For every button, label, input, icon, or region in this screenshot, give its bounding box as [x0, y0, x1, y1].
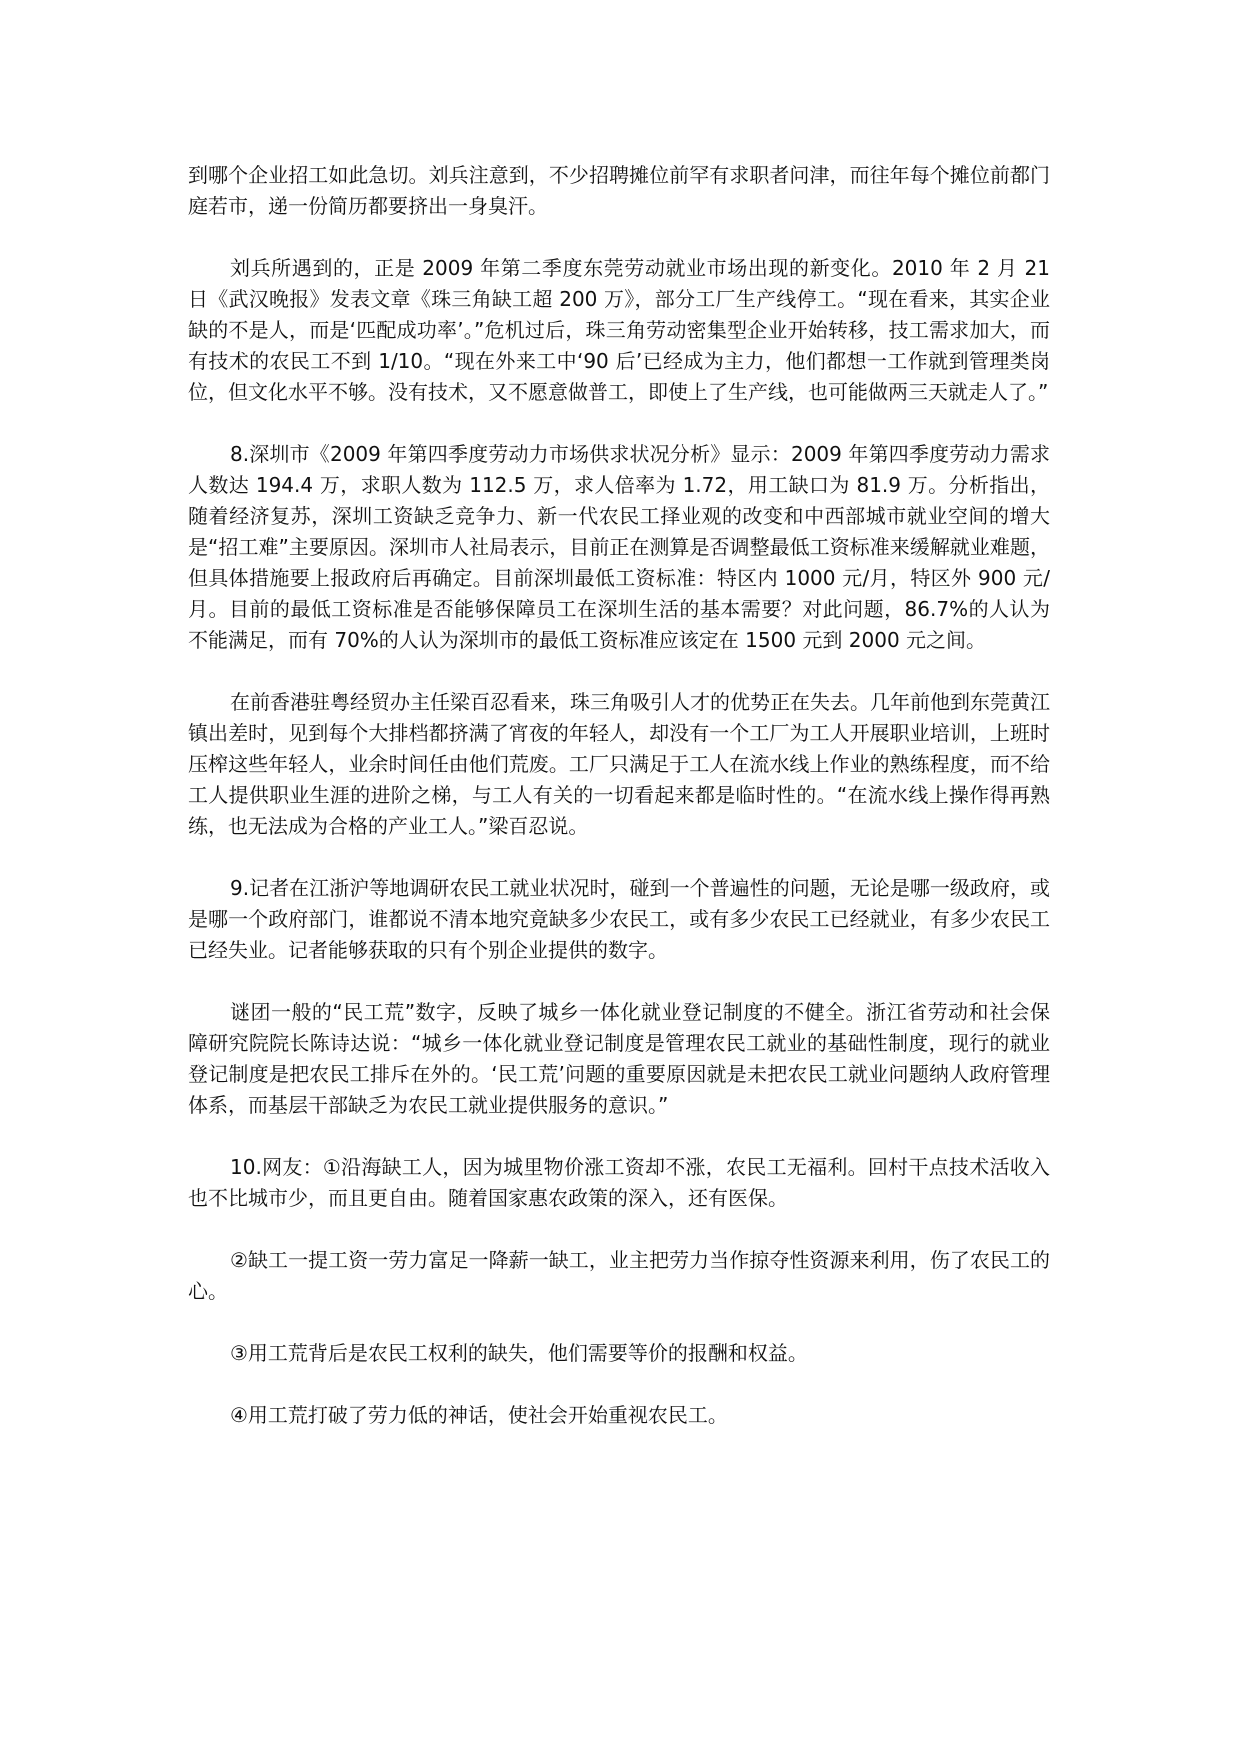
paragraph: 10.网友：①沿海缺工人，因为城里物价涨工资却不涨，农民工无福利。回村干点技术活收入也不比城市少，而且更自由。随着国家惠农政策的深入，还有医保。 — [188, 1155, 1050, 1210]
paragraph: ③用工荒背后是农民工权利的缺失，他们需要等价的报酬和权益。 — [230, 1341, 808, 1365]
document-body — [188, 160, 1050, 1462]
paragraph: 8.深圳市《2009 年第四季度劳动力市场供求状况分析》显示：2009 年第四季度劳动力需求人数达 194.4 万，求职人数为 112.5 万，求人倍率为 1.72，用工缺口为 81.9 万。分析指出，随着经济复苏，深圳工资缺乏竞争力、新一代农民工择业观的改变和中西部城市就业空间的增大是“招工难”主要原因。深圳市人社局表示，目前正在测算是否调整最低工资标准来缓解就业难题，但具体措施要上报政府后再确定。目前深圳最低工资标准：特区内 1000 元/月，特区外 900 元/月。目前的最低工资标准是否能够保障员工在深圳生活的基本需要？对此问题，86.7%的人认为不能满足，而有 70%的人认为深圳市的最低工资标准应该定在 1500 元到 2000 元之间。 — [188, 442, 1050, 652]
paragraph: ④用工荒打破了劳力低的神话，使社会开始重视农民工。 — [230, 1403, 728, 1427]
paragraph: 9.记者在江浙沪等地调研农民工就业状况时，碰到一个普遍性的问题，无论是哪一级政府，或是哪一个政府部门，谁都说不清本地究竟缺多少农民工，或有多少农民工已经就业，有多少农民工已经失业。记者能够获取的只有个别企业提供的数字。 — [188, 876, 1050, 962]
paragraph: 到哪个企业招工如此急切。刘兵注意到，不少招聘摊位前罕有求职者问津，而往年每个摊位前都门庭若市，递一份简历都要挤出一身臭汗。 — [188, 163, 1050, 218]
paragraph: ②缺工一提工资一劳力富足一降薪一缺工，业主把劳力当作掠夺性资源来利用，伤了农民工的心。 — [188, 1248, 1050, 1303]
paragraph: 刘兵所遇到的，正是 2009 年第二季度东莞劳动就业市场出现的新变化。2010 年 2 月 21 日《武汉晚报》发表文章《珠三角缺工超 200 万》，部分工厂生产线停工。“现在看来，其实企业缺的不是人，而是‘匹配成功率’。”危机过后，珠三角劳动密集型企业开始转移，技工需求加大，而有技术的农民工不到 1/10。“现在外来工中‘90 后’已经成为主力，他们都想一工作就到管理类岗位，但文化水平不够。没有技术，又不愿意做普工，即使上了生产线，也可能做两三天就走人了。” — [188, 256, 1050, 404]
paragraph: 在前香港驻粤经贸办主任梁百忍看来，珠三角吸引人才的优势正在失去。几年前他到东莞黄江镇出差时，见到每个大排档都挤满了宵夜的年轻人，却没有一个工厂为工人开展职业培训，上班时压榨这些年轻人，业余时间任由他们荒废。工厂只满足于工人在流水线上作业的熟练程度，而不给工人提供职业生涯的进阶之梯，与工人有关的一切看起来都是临时性的。“在流水线上操作得再熟练，也无法成为合格的产业工人。”梁百忍说。 — [188, 690, 1050, 838]
paragraph: 谜团一般的“民工荒”数字，反映了城乡一体化就业登记制度的不健全。浙江省劳动和社会保障研究院院长陈诗达说：“城乡一体化就业登记制度是管理农民工就业的基础性制度，现行的就业登记制度是把农民工排斥在外的。‘民工荒’问题的重要原因就是未把农民工就业问题纳人政府管理体系，而基层干部缺乏为农民工就业提供服务的意识。” — [188, 1000, 1050, 1117]
